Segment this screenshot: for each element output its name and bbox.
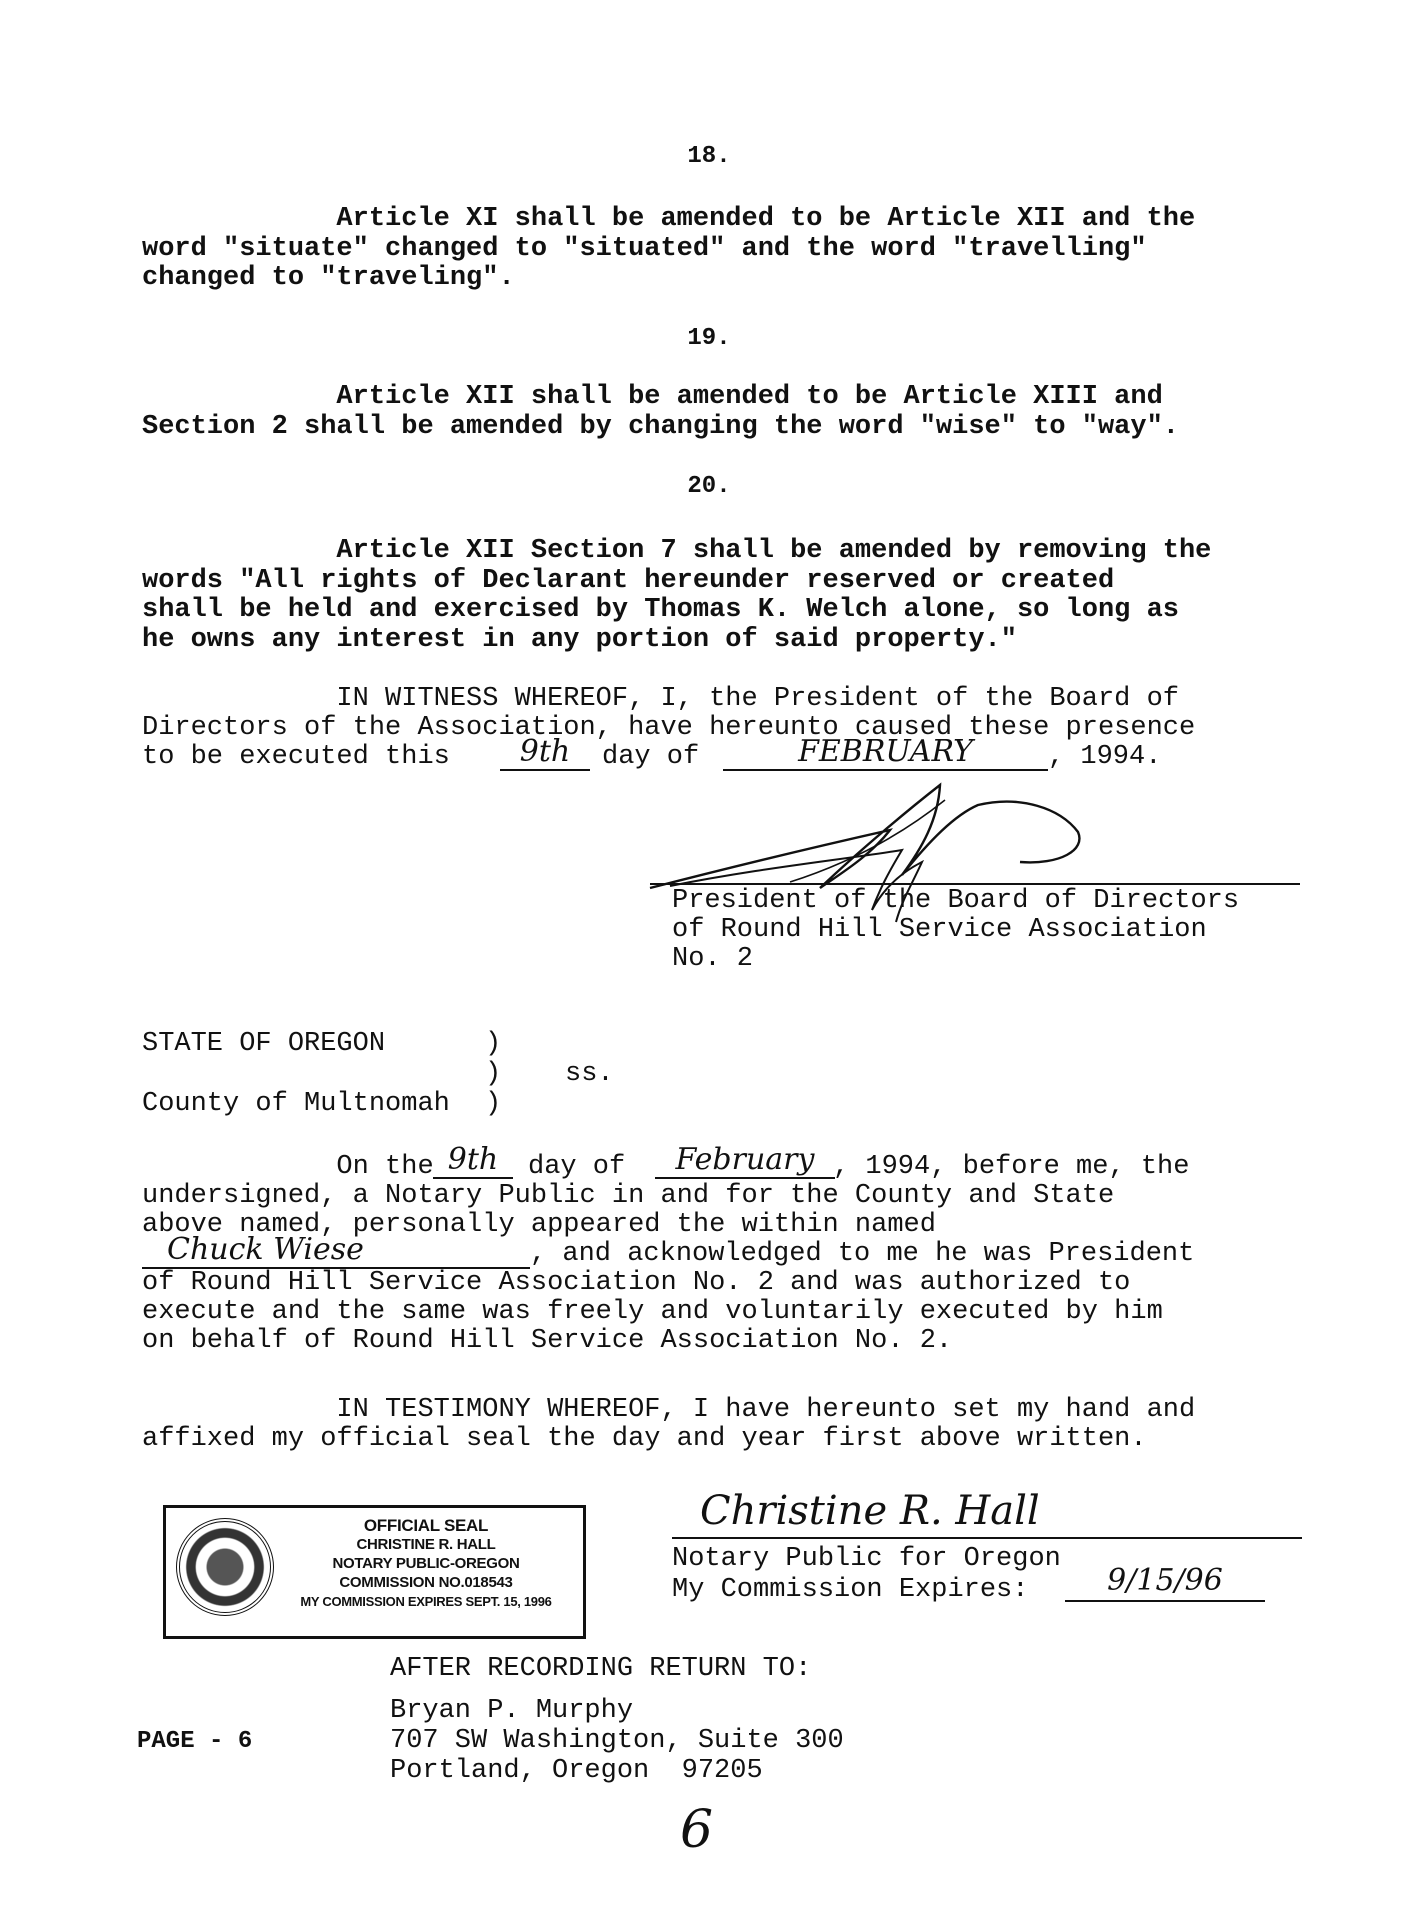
venue-bracket-3: ) <box>485 1089 502 1119</box>
president-title-3: No. 2 <box>672 944 754 974</box>
president-title-2: of Round Hill Service Association <box>672 915 1207 945</box>
witness-line-3a: to be executed this <box>142 742 450 772</box>
witness-day-handwritten: 9th <box>500 735 590 771</box>
seal-line-5: MY COMMISSION EXPIRES SEPT. 15, 1996 <box>300 1594 552 1609</box>
witness-month-handwritten: FEBRUARY <box>723 735 1048 771</box>
witness-line-1: IN WITNESS WHEREOF, I, the President of the Board of <box>142 684 1179 714</box>
ack-line-7: on behalf of Round Hill Service Association No. 2. <box>142 1326 953 1356</box>
notary-expires-handwritten: 9/15/96 <box>1065 1562 1265 1602</box>
notary-line-2: My Commission Expires: <box>672 1575 1029 1605</box>
ack-line-3: above named, personally appeared the within named <box>142 1210 936 1240</box>
seal-line-4: COMMISSION NO.018543 <box>339 1574 513 1591</box>
ack-line-6: execute and the same was freely and voluntarily executed by him <box>142 1297 1163 1327</box>
section-number-18: 18. <box>687 143 731 170</box>
venue-ss: ss. <box>565 1059 614 1089</box>
section-19-text: Article XII shall be amended to be Article XIII and Section 2 shall be amended by changing the word "wise" to "way". <box>142 382 1179 442</box>
ack-line-1c: , 1994, before me, the <box>833 1152 1190 1182</box>
section-number-19: 19. <box>687 325 731 352</box>
section-number-20: 20. <box>687 473 731 500</box>
ack-line-4: , and acknowledged to me he was President <box>530 1239 1195 1269</box>
notary-signature: Christine R. Hall <box>700 1488 1040 1534</box>
ack-line-1b: day of <box>528 1152 626 1182</box>
recording-address-2: Portland, Oregon 97205 <box>390 1756 763 1786</box>
ack-month-handwritten: February <box>655 1143 835 1179</box>
ack-line-5: of Round Hill Service Association No. 2 and was authorized to <box>142 1268 1131 1298</box>
recording-heading: AFTER RECORDING RETURN TO: <box>390 1654 812 1684</box>
venue-bracket-2: ) <box>485 1059 502 1089</box>
ack-day-handwritten: 9th <box>433 1143 513 1179</box>
recording-name: Bryan P. Murphy <box>390 1696 634 1726</box>
notary-signature-line <box>672 1537 1302 1539</box>
page-label: PAGE - 6 <box>137 1728 253 1755</box>
section-20-text: Article XII Section 7 shall be amended by removing the words "All rights of Declarant hereunder reserved or created shall be held and exercised by Thomas K. Welch alone, so long as he owns any interest in any portion of said property." <box>142 536 1212 655</box>
venue-bracket-1: ) <box>485 1029 502 1059</box>
ack-name-handwritten: Chuck Wiese <box>142 1233 530 1269</box>
seal-line-1: OFFICIAL SEAL <box>363 1516 489 1535</box>
ack-line-2: undersigned, a Notary Public in and for the County and State <box>142 1181 1115 1211</box>
ack-line-1a: On the <box>142 1152 434 1182</box>
venue-state: STATE OF OREGON <box>142 1029 386 1059</box>
section-18-text: Article XI shall be amended to be Article XII and the word "situate" changed to "situated" and the word "travelling" changed to "traveling". <box>142 204 1196 293</box>
witness-line-3c: , 1994. <box>1048 742 1162 772</box>
testimony-line-1: IN TESTIMONY WHEREOF, I have hereunto set my hand and <box>142 1395 1196 1425</box>
testimony-line-2: affixed my official seal the day and year first above written. <box>142 1424 1147 1454</box>
seal-line-2: CHRISTINE R. HALL <box>356 1536 496 1553</box>
notary-seal <box>163 1505 586 1639</box>
recording-address-1: 707 SW Washington, Suite 300 <box>390 1726 844 1756</box>
notary-line-1: Notary Public for Oregon <box>672 1544 1061 1574</box>
president-title-1: President of the Board of Directors <box>672 886 1240 916</box>
witness-line-3b: day of <box>602 742 700 772</box>
venue-county: County of Multnomah <box>142 1089 450 1119</box>
seal-line-3: NOTARY PUBLIC-OREGON <box>332 1555 520 1572</box>
president-signature-line <box>650 883 1300 885</box>
oregon-seal-emblem <box>176 1518 274 1616</box>
page-number-handwritten: 6 <box>680 1800 714 1860</box>
witness-line-2: Directors of the Association, have hereunto caused these presence <box>142 713 1196 743</box>
